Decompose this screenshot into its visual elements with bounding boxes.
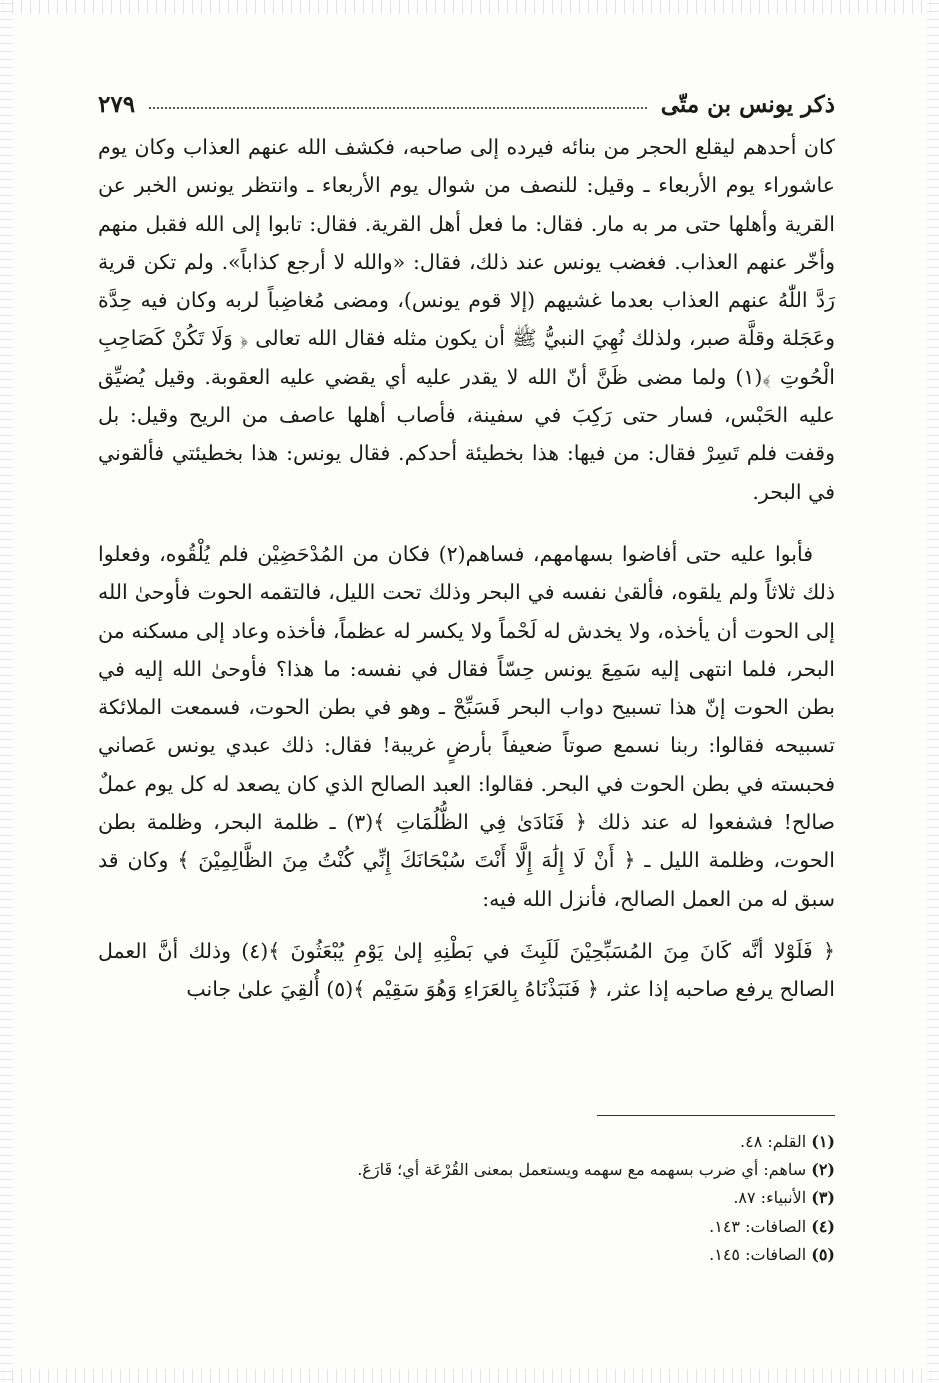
footnote-separator	[597, 1115, 835, 1116]
page-number: ٢٧٩	[98, 91, 136, 118]
footnotes	[300, 1128, 835, 1269]
footnote	[300, 1213, 835, 1241]
header-dotted-leader	[149, 107, 647, 109]
footnote	[300, 1241, 835, 1269]
footnote-text: القلم: ٤٨.	[740, 1132, 807, 1151]
footnote-number: (٥)	[811, 1244, 835, 1264]
footnote-number: (٢)	[811, 1160, 835, 1180]
running-title: ذكر يونس بن متّى	[660, 91, 835, 118]
body-text	[98, 128, 835, 1009]
footnote	[300, 1156, 835, 1184]
footnote-text: الأنبياء: ٨٧.	[733, 1188, 807, 1208]
footnote-number: (٣)	[811, 1188, 835, 1208]
paragraph: فأبوا عليه حتى أفاضوا بسهامهم، فساهم(٢) فكان من المُدْحَضِيْن فلم يُلْقُوه، وفعلوا ذلك ثلاثاً ولم يلقوه، فألقىٰ نفسه في البحر وذلك تحت الليل، فالتقمه الحوت فأوحىٰ الله إلى الحوت أن يأخذه، ولا يخدش له لَحْماً ولا يكسر له عظماً، فأخذه وعاد إلى مسكنه من البحر، فلما انتهى إليه سَمِعَ يونس حِسّاً فقال في نفسه: ما هذا؟ فأوحىٰ الله إليه في بطن الحوت إنّ هذا تسبيح دواب البحر فَسَبِّحْ ـ وهو في بطن الحوت، فسمعت الملائكة تسبيحه فقالوا: ربنا نسمع صوتاً ضعيفاً بأرضٍ غريبة! فقال: ذلك عبدي يونس عَصاني فحبسته في بطن الحوت في البحر. فقالوا: العبد الصالح الذي كان يصعد له كل يوم عملٌ صالح! فشفعوا له عند ذلك ﴿ فَنَادَىٰ فِي الظُّلُمَاتِ ﴾(٣) ـ ظلمة البحر، وظلمة بطن الحوت، وظلمة الليل ـ ﴿ أَنْ لَا إِلَٰهَ إِلَّا أَنْتَ سُبْحَانَكَ إِنِّي كُنْتُ مِنَ الظَّالِمِيْنَ ﴾ وكان قد سبق له من العمل الصالح، فأنزل الله فيه:	[98, 541, 835, 911]
page-header	[98, 70, 835, 118]
footnote-number: (١)	[811, 1132, 835, 1151]
scan-edge-top	[0, 0, 939, 14]
footnote-text: الصافات: ١٤٣.	[709, 1216, 807, 1236]
scan-edge-left	[0, 0, 12, 1383]
footnote-text: الصافات: ١٤٥.	[709, 1244, 807, 1264]
scan-edge-right	[927, 0, 939, 1383]
footnote-number: (٤)	[811, 1216, 835, 1236]
paragraph: ﴿ فَلَوْلا أنَّه كَانَ مِنَ المُسَبِّحِيْنَ لَلَبِثَ في بَطْنِهِ إلىٰ يَوْمِ يُبْعَثُونَ ﴾(٤) وذلك أنَّ العمل الصالح يرفع صاحبه إذا عثر، ﴿ فَنَبَذْنَاهُ بِالعَرَاءِ وَهُوَ سَقِيْم ﴾(٥) أُلقِيَ علىٰ جانب	[98, 938, 835, 1002]
footnote-text: ساهم: أي ضرب بسهمه مع سهمه ويستعمل بمعنى القُرْعَة أي؛ قَارَعَ.	[357, 1160, 807, 1180]
footnote	[300, 1184, 835, 1212]
paragraph: كان أحدهم ليقلع الحجر من بنائه فيرده إلى صاحبه، فكشف الله عنهم العذاب وكان يوم عاشوراء يوم الأربعاء ـ وقيل: للنصف من شوال يوم الأربعاء ـ وانتظر يونس الخبر عن القرية وأهلها حتى مر به مار. فقال: ما فعل أهل القرية. فقال: تابوا إلى الله فقبل منهم وأخّر عنهم العذاب. فغضب يونس عند ذلك، فقال: «والله لا أرجع كذاباً». ولم تكن قرية رَدَّ اللّٰهُ عنهم العذاب بعدما غشيهم (إلا قوم يونس)، ومضى مُغاضِباً لربه وكان فيه حِدَّة وعَجَلة وقلَّة صبر، ولذلك نُهِيَ النبيُّ ﷺ أن يكون مثله فقال الله تعالى ﴿ وَلَا تَكُنْ كَصَاحِبِ الْحُوتِ ﴾(١) ولما مضى ظَنَّ أنّ الله لا يقدر عليه أي يقضي عليه العقوبة. وقيل يُضيِّق عليه الحَبْس، فسار حتى رَكِبَ في سفينة، فأصاب أهلها عاصف من الريح وقيل: بل وقفت فلم تَسِرْ فقال: من فيها: هذا بخطيئة أحدكم. فقال يونس: هذا بخطيئتي فألقوني في البحر.	[98, 135, 835, 504]
footnote	[300, 1128, 835, 1156]
scan-edge-bottom	[0, 1369, 939, 1383]
